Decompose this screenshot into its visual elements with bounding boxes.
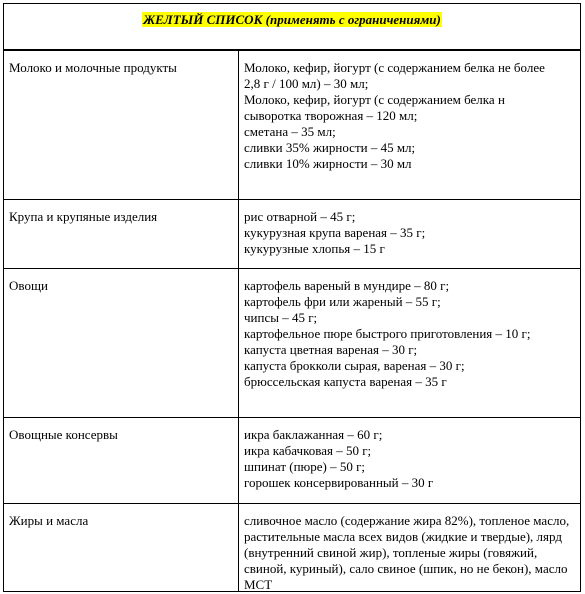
item-line: сметана – 35 мл; <box>244 124 336 139</box>
item-line: шпинат (пюре) – 50 г; <box>244 459 366 474</box>
item-line: 2,8 г / 100 мл) – 30 мл; <box>244 76 369 91</box>
category-vegetables: Овощи <box>9 278 48 293</box>
items-vegetables <box>244 278 576 390</box>
items-grains <box>244 209 576 257</box>
item-line: рис отварной – 45 г; <box>244 209 356 224</box>
category-fats: Жиры и масла <box>9 513 89 528</box>
item-line: чипсы – 45 г; <box>244 310 318 325</box>
items-fats <box>244 513 576 593</box>
item-line: картофель фри или жареный – 55 г; <box>244 294 441 309</box>
item-line: капуста брокколи сырая, вареная – 30 г; <box>244 358 465 373</box>
table-row-vegetables <box>4 269 580 418</box>
table-title-row <box>4 4 580 51</box>
table-row-dairy <box>4 51 580 200</box>
item-line: Молоко, кефир, йогурт (с содержанием белка н <box>244 92 505 107</box>
item-line: кукурузные хлопья – 15 г <box>244 241 385 256</box>
item-line: сливки 35% жирности – 45 мл; <box>244 140 416 155</box>
item-paragraph: сливочное масло (содержание жира 82%), топленое масло, растительные масла всех видов (жидкие и твердые), лярд (внутренний свиной жир), топленые жиры (говяжий, свиной, куриный), сало свиное (шпик, но не бекон), масло МСТ <box>244 513 570 592</box>
category-grains: Крупа и крупяные изделия <box>9 209 158 224</box>
table-row-fats <box>4 504 580 591</box>
item-line: брюссельская капуста вареная – 35 г <box>244 374 447 389</box>
item-line: Молоко, кефир, йогурт (с содержанием белка не более <box>244 60 545 75</box>
table-title: ЖЕЛТЫЙ СПИСОК (применять с ограничениями) <box>143 12 441 27</box>
item-line: сливки 10% жирности – 30 мл <box>244 156 412 171</box>
item-line: икра баклажанная – 60 г; <box>244 427 383 442</box>
item-line: капуста цветная вареная – 30 г; <box>244 342 418 357</box>
item-line: сыворотка творожная – 120 мл; <box>244 108 418 123</box>
item-line: горошек консервированный – 30 г <box>244 475 434 490</box>
item-line: картофель вареный в мундире – 80 г; <box>244 278 450 293</box>
yellow-list-table <box>3 3 581 592</box>
items-dairy <box>244 60 576 172</box>
category-dairy: Молоко и молочные продукты <box>9 60 177 75</box>
category-canned-vegetables: Овощные консервы <box>9 427 118 442</box>
table-row-canned-vegetables <box>4 418 580 504</box>
items-canned-vegetables <box>244 427 576 491</box>
item-line: картофельное пюре быстрого приготовления – 10 г; <box>244 326 531 341</box>
table-row-grains <box>4 200 580 269</box>
item-line: икра кабачковая – 50 г; <box>244 443 372 458</box>
item-line: кукурузная крупа вареная – 35 г; <box>244 225 426 240</box>
